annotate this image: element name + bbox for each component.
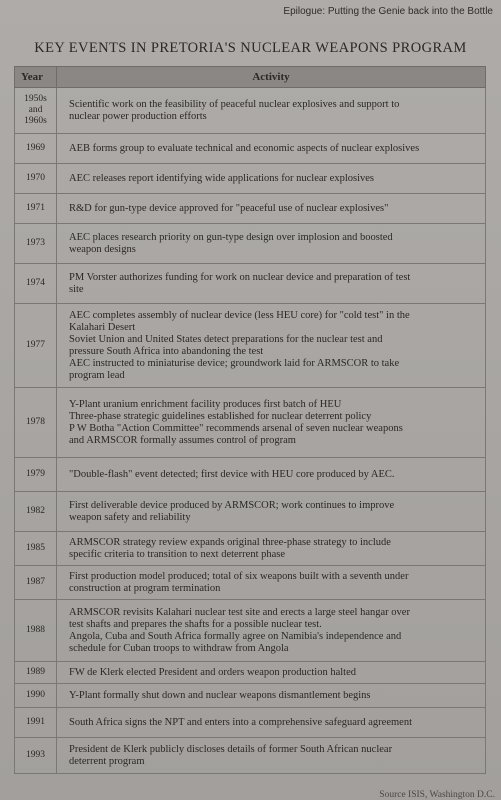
- year-text: 1989: [26, 667, 45, 677]
- activity-text: Y-Plant formally shut down and nuclear weapons dismantlement begins: [69, 689, 371, 701]
- year-cell: [15, 88, 57, 134]
- running-header: Epilogue: Putting the Genie back into the Bottle: [283, 6, 493, 17]
- activity-text: pressure South Africa into abandoning the test: [69, 345, 264, 357]
- activity-cell: [57, 600, 486, 662]
- table-row: [15, 600, 486, 662]
- year-cell: [15, 134, 57, 164]
- activity-text: First production model produced; total of six weapons built with a seventh under: [69, 570, 409, 582]
- activity-cell: [57, 224, 486, 264]
- activity-text: schedule for Cuban troops to withdraw from Angola: [69, 642, 289, 654]
- year-cell: [15, 224, 57, 264]
- activity-text: AEB forms group to evaluate technical and economic aspects of nuclear explosives: [69, 142, 420, 154]
- year-cell: [15, 304, 57, 388]
- table-row: [15, 566, 486, 600]
- activity-text: program lead: [69, 369, 125, 381]
- activity-text: P W Botha "Action Committee" recommends arsenal of seven nuclear weapons: [69, 422, 403, 434]
- activity-text: test shafts and prepares the shafts for a possible nuclear test.: [69, 618, 322, 630]
- year-text: 1974: [26, 278, 45, 288]
- year-text: 1987: [26, 577, 45, 587]
- source-note: Source ISIS, Washington D.C.: [379, 790, 495, 800]
- activity-cell: [57, 566, 486, 600]
- activity-text: construction at program termination: [69, 582, 221, 594]
- year-text: 1982: [26, 506, 45, 516]
- activity-text: site: [69, 283, 84, 295]
- activity-cell: [57, 684, 486, 708]
- activity-text: R&D for gun-type device approved for "peaceful use of nuclear explosives": [69, 202, 389, 214]
- column-header-activity: Activity: [57, 67, 486, 88]
- year-text: 1950s: [24, 94, 47, 104]
- activity-text: ARMSCOR revisits Kalahari nuclear test site and erects a large steel hangar over: [69, 606, 410, 618]
- activity-text: Three-phase strategic guidelines established for nuclear deterrent policy: [69, 410, 372, 422]
- year-text: 1991: [26, 717, 45, 727]
- activity-text: ARMSCOR strategy review expands original three-phase strategy to include: [69, 536, 391, 548]
- activity-cell: [57, 164, 486, 194]
- year-cell: [15, 458, 57, 492]
- activity-text: PM Vorster authorizes funding for work on nuclear device and preparation of test: [69, 271, 411, 283]
- year-cell: [15, 388, 57, 458]
- table-row: [15, 88, 486, 134]
- year-cell: [15, 662, 57, 684]
- year-cell: [15, 164, 57, 194]
- year-text: 1977: [26, 340, 45, 350]
- table-row: [15, 684, 486, 708]
- activity-text: weapon safety and reliability: [69, 511, 191, 523]
- activity-cell: [57, 264, 486, 304]
- activity-cell: [57, 88, 486, 134]
- year-cell: [15, 600, 57, 662]
- year-text: 1969: [26, 143, 45, 153]
- table-row: [15, 164, 486, 194]
- table-row: [15, 662, 486, 684]
- activity-text: President de Klerk publicly discloses details of former South African nuclear: [69, 743, 393, 755]
- year-text: 1979: [26, 469, 45, 479]
- table-header-row: [15, 67, 486, 88]
- table-row: [15, 194, 486, 224]
- year-cell: [15, 684, 57, 708]
- activity-text: weapon designs: [69, 243, 136, 255]
- activity-cell: [57, 194, 486, 224]
- year-cell: [15, 532, 57, 566]
- activity-text: Angola, Cuba and South Africa formally agree on Namibia's independence and: [69, 630, 402, 642]
- year-cell: [15, 566, 57, 600]
- year-text: 1960s: [24, 116, 47, 126]
- year-text: 1985: [26, 543, 45, 553]
- activity-text: "Double-flash" event detected; first device with HEU core produced by AEC.: [69, 468, 395, 480]
- activity-cell: [57, 134, 486, 164]
- activity-text: First deliverable device produced by ARMSCOR; work continues to improve: [69, 499, 395, 511]
- activity-cell: [57, 532, 486, 566]
- year-cell: [15, 492, 57, 532]
- activity-text: AEC places research priority on gun-type design over implosion and boosted: [69, 231, 393, 243]
- year-text: 1973: [26, 238, 45, 248]
- activity-cell: [57, 662, 486, 684]
- table-row: [15, 388, 486, 458]
- activity-cell: [57, 304, 486, 388]
- events-table: [14, 66, 486, 774]
- activity-text: nuclear power production efforts: [69, 110, 207, 122]
- table-row: [15, 458, 486, 492]
- activity-cell: [57, 708, 486, 738]
- year-text: 1993: [26, 750, 45, 760]
- activity-text: South Africa signs the NPT and enters into a comprehensive safeguard agreement: [69, 716, 412, 728]
- year-text: 1988: [26, 625, 45, 635]
- page-title: KEY EVENTS IN PRETORIA'S NUCLEAR WEAPONS PROGRAM: [34, 40, 467, 56]
- activity-cell: [57, 388, 486, 458]
- activity-cell: [57, 458, 486, 492]
- year-cell: [15, 194, 57, 224]
- activity-text: deterrent program: [69, 755, 145, 767]
- activity-cell: [57, 738, 486, 774]
- activity-text: AEC releases report identifying wide applications for nuclear explosives: [69, 172, 374, 184]
- year-text: 1970: [26, 173, 45, 183]
- year-text: 1971: [26, 203, 45, 213]
- activity-cell: [57, 492, 486, 532]
- table-row: [15, 532, 486, 566]
- activity-text: FW de Klerk elected President and orders weapon production halted: [69, 666, 357, 678]
- activity-text: Kalahari Desert: [69, 321, 136, 333]
- year-text: 1990: [26, 690, 45, 700]
- activity-text: specific criteria to transition to next deterrent phase: [69, 548, 286, 560]
- table-row: [15, 304, 486, 388]
- activity-text: Soviet Union and United States detect preparations for the nuclear test and: [69, 333, 383, 345]
- year-cell: [15, 738, 57, 774]
- activity-text: AEC instructed to miniaturise device; groundwork laid for ARMSCOR to take: [69, 357, 400, 369]
- year-text: and: [28, 105, 43, 115]
- table-row: [15, 492, 486, 532]
- table-row: [15, 264, 486, 304]
- table-row: [15, 224, 486, 264]
- year-cell: [15, 264, 57, 304]
- table-row: [15, 708, 486, 738]
- activity-text: Y-Plant uranium enrichment facility produces first batch of HEU: [69, 398, 342, 410]
- year-cell: [15, 708, 57, 738]
- table-row: [15, 738, 486, 774]
- table-row: [15, 134, 486, 164]
- activity-text: Scientific work on the feasibility of peaceful nuclear explosives and support to: [69, 98, 400, 110]
- activity-text: and ARMSCOR formally assumes control of program: [69, 434, 296, 446]
- column-header-year: Year: [15, 67, 57, 88]
- activity-text: AEC completes assembly of nuclear device (less HEU core) for "cold test" in the: [69, 309, 410, 321]
- year-text: 1978: [26, 417, 45, 427]
